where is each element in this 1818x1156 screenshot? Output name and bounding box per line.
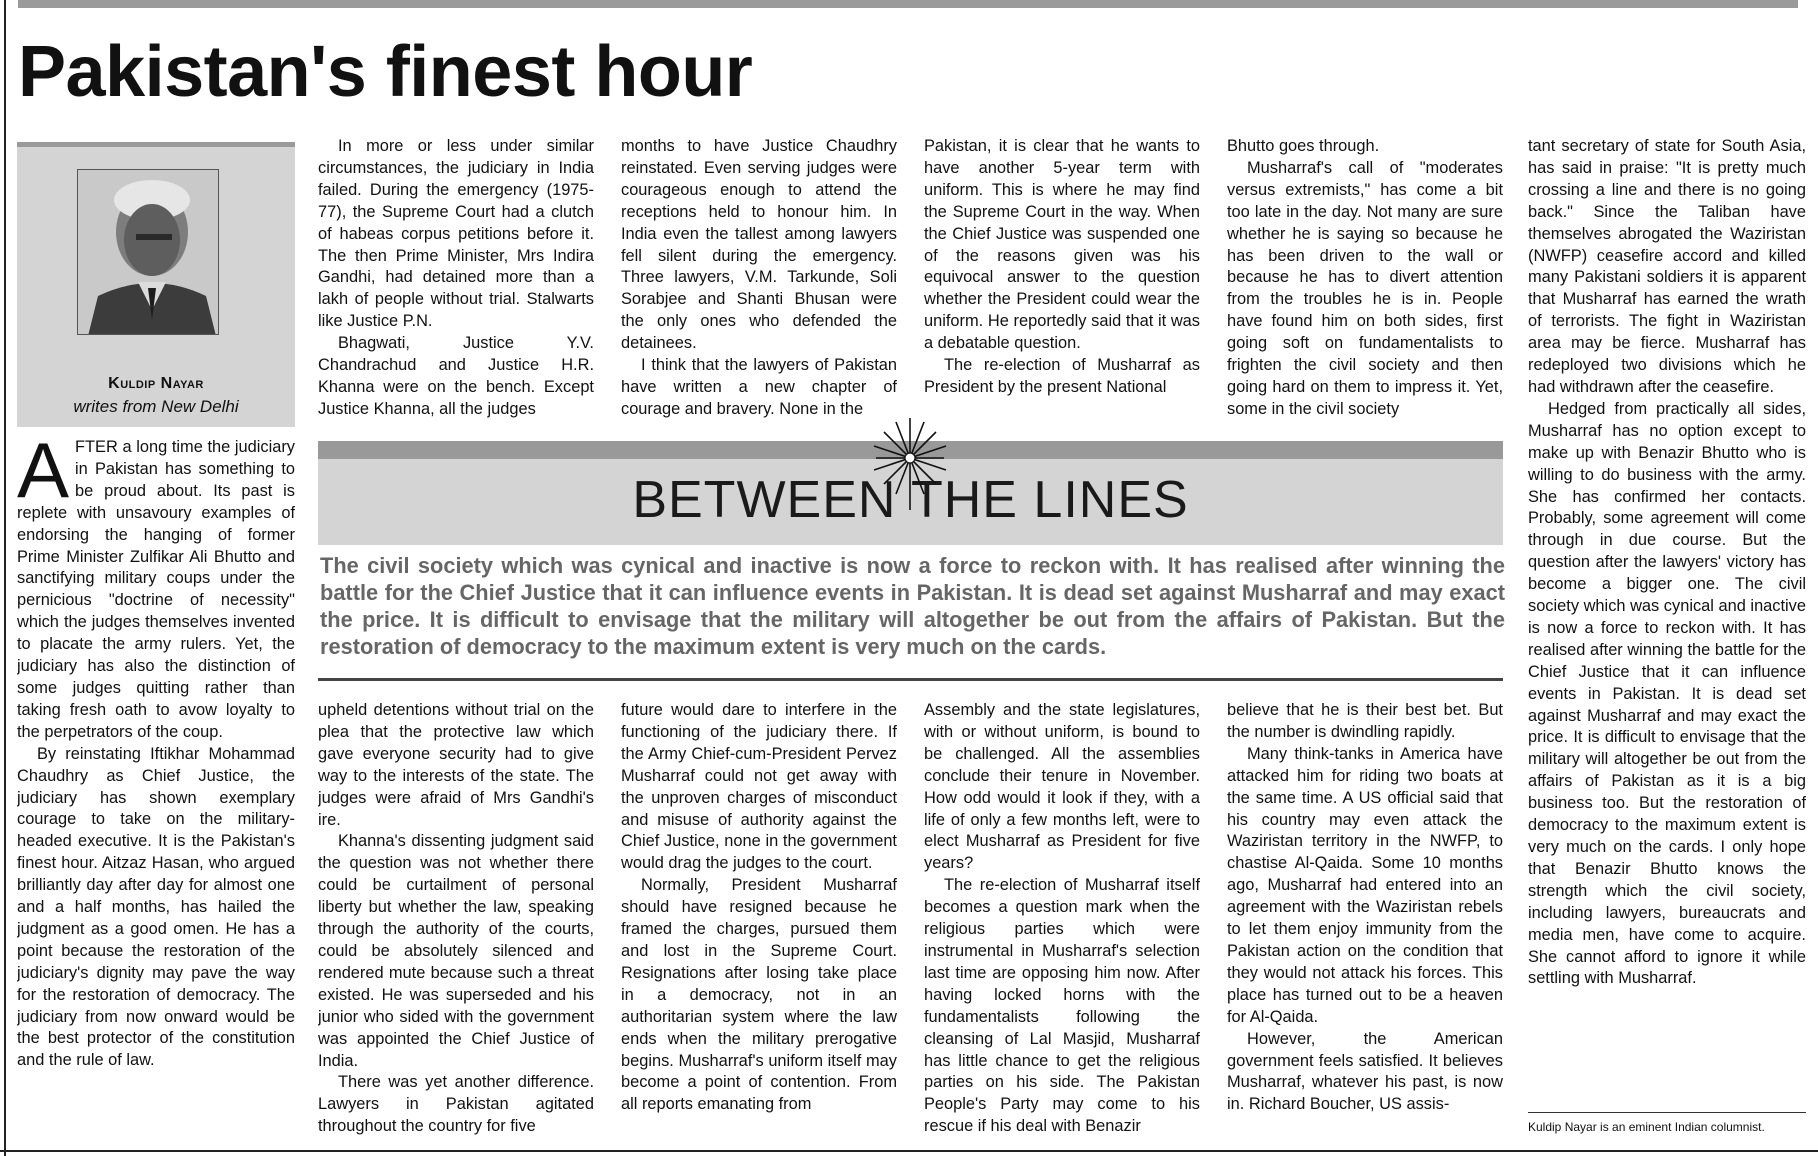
band-title: BETWEEN THE LINES [632,471,1189,529]
col3-top-paragraph-2: I think that the lawyers of Pakistan have written a new chapter of courage and bravery. None in the [621,356,897,418]
column-5-bottom [1227,700,1503,1144]
col2-top-paragraph-2: Bhagwati, Justice Y.V. Chandrachud and Justice H.R. Khanna were on the bench. Except Justice Khanna, all the judges [318,334,594,418]
author-location: writes from New Delhi [73,397,239,416]
col2-top-paragraph-1: In more or less under similar circumstances, the judiciary in India failed. During the emergency (1975-77), the Supreme Court had a clutch of habeas corpus petitions before it. The then Prime Minister, Mrs Indira Gandhi, had detained more than a lakh of people without trial. Stalwarts like Justice P.N. [318,137,594,331]
col3-top-paragraph-1: months to have Justice Chaudhry reinstated. Even serving judges were courageous enough to attend the receptions held to honour him. In India even the tallest among lawyers fell silent during the emergency. Three lawyers, V.M. Tarkunde, Soli Sorabjee and Shanti Bhusan were the only ones who defended the detainees. [621,137,897,353]
col5-bottom-paragraph-1: believe that he is their best bet. But the number is dwindling rapidly. [1227,701,1503,741]
headline: Pakistan's finest hour [18,32,753,112]
col1-paragraph-1 [17,437,295,744]
author-name: Kuldip Nayar [108,375,204,392]
author-portrait-image [78,170,219,335]
col1-p1-text: FTER a long time the judiciary in Pakistan has something to be proud about. Its past is replete with unsavoury examples of endorsing the hanging of former Prime Minister Zulfikar Ali Bhutto and sanctifying military coups under the pernicious "doctrine of necessity" which the judges themselves invented to placate the army rulers. Yet, the judiciary has also the distinction of some judges quitting rather than taking fresh oath to avow loyalty to the perpetrators of the coup. [17,438,295,741]
column-2-bottom [318,700,594,1144]
left-border-rule [4,0,6,1156]
col4-top-paragraph-1: Pakistan, it is clear that he wants to have another 5-year term with uniform. This is where he may find the Supreme Court in the way. When the Chief Justice was suspended one of the reasons given was his equivocal answer to the question whether the President could wear the uniform. He reportedly said that it was a debatable question. [924,137,1200,353]
col3-bottom-paragraph-1: future would dare to interfere in the functioning of the judiciary there. If the Army Chief-cum-President Pervez Musharraf could not get away with the unproven charges of misconduct and misuse of authority against the Chief Justice, none in the government would drag the judges to the court. [621,701,897,873]
column-5-top [1227,136,1503,424]
col2-bottom-paragraph-2: Khanna's dissenting judgment said the question was not whether there could be curtailment of personal liberty but whether the law, speaking through the authority of the courts, could be absolutely silenced and rendered mute because such a threat existed. He was superseded and his junior who sided with the government was appointed the Chief Justice of India. [318,832,594,1070]
column-3-top [621,136,897,424]
author-footnote: Kuldip Nayar is an eminent Indian columnist. [1528,1120,1765,1134]
column-4-top [924,136,1200,424]
author-box [17,142,295,427]
top-border-rule [18,0,1798,8]
col5-top-paragraph-2: Musharraf's call of "moderates versus extremists," has come a bit too late in the day. Not many are sure whether he is saying so because he has been driven to the wall or because he has to divert attention from the troubles he is in. People have found him on both sides, first going soft on fundamentalists to frighten the civil society and then going hard on them to impress it. Yet, some in the civil society [1227,158,1503,418]
column-6 [1528,136,1806,1106]
col4-bottom-paragraph-1: Assembly and the state legislatures, with or without uniform, is bound to be challenged. All the assemblies conclude their tenure in November. How odd would it look if they, with a life of only a few months left, were to elect Musharraf as President for five years? [924,701,1200,873]
col5-top-paragraph-1: Bhutto goes through. [1227,137,1380,155]
footnote-rule [1528,1112,1806,1113]
col5-bottom-paragraph-3: However, the American government feels satisfied. It believes Musharraf, whatever his past, is now in. Richard Boucher, US assis- [1227,1029,1503,1114]
starburst-icon [870,414,950,514]
column-1 [17,437,295,1137]
pull-quote: The civil society which was cynical and inactive is now a force to reckon with. It has realised after winning the battle for the Chief Justice that it can influence events in Pakistan. It is dead set against Musharraf and may exact the price. It is difficult to envisage that the military will altogether be out from the affairs of Pakistan. But the restoration of democracy to the maximum extent is very much on the cards. [320,553,1505,659]
col2-bottom-paragraph-3: There was yet another difference. Lawyers in Pakistan agitated throughout the country for five [318,1073,594,1136]
column-4-bottom [924,700,1200,1144]
col1-paragraph-2: By reinstating Iftikhar Mohammad Chaudhry as Chief Justice, the judiciary has shown exemplary courage to take on the military-headed executive. It is the Pakistan's finest hour. Aitzaz Hasan, who argued brilliantly day after day for almost one and a half months, has hailed the judgment as a good omen. He has a point because the restoration of the judiciary's dignity may pave the way for the restoration of democracy. The judiciary from now onward would be the best protector of the constitution and the rule of law. [17,744,295,1070]
column-2-top [318,136,594,424]
col6-paragraph-1: tant secretary of state for South Asia, has said in praise: "It is pretty much crossing a line and there is no going back." Since the Taliban have themselves abrogated the Waziristan (NWFP) ceasefire accord and killed many Pakistani soldiers it is apparent that Musharraf has earned the wrath of terrorists. The fight in Waziristan area may be fierce. Musharraf has redeployed two divisions which he had withdrawn after the ceasefire. [1528,137,1806,396]
col6-paragraph-2: Hedged from practically all sides, Musharraf has no option except to make up with Benazir Bhutto who is willing to do business with the army. She has confirmed her contacts. Probably, some agreement will come through in due course. But the question after the lawyers' victory has become a bigger one. The civil society which was cynical and inactive is now a force to reckon with. It has realised after winning the battle for the Chief Justice that it can influence events in Pakistan. It is dead set against Musharraf and may exact the price. It is difficult to envisage that the military will altogether be out from the affairs of Pakistan as it is a big business too. But the restoration of democracy to the maximum extent is very much on the cards. I only hope that Benazir Bhutto knows the strength which the civil society, including lawyers, bureaucrats and media men, have come to acquire. She cannot afford to ignore it while settling with Musharraf. [1528,399,1806,988]
bottom-border-rule [0,1150,1818,1152]
col5-bottom-paragraph-2: Many think-tanks in America have attacked him for riding two boats at the same time. A US official said that his country may even attack the Waziristan territory in the NWFP, to chastise Al-Qaida. Some 10 months ago, Musharraf had entered into an agreement with the Waziristan rebels to let them enjoy immunity from the Pakistan action on the condition that they would not attack his forces. This place has turned out to be a heaven for Al-Qaida. [1227,744,1503,1026]
col4-top-paragraph-2: The re-election of Musharraf as President by the present National [924,356,1200,396]
column-3-bottom [621,700,897,1144]
col4-bottom-paragraph-2: The re-election of Musharraf itself becomes a question mark when the religious parties which were instrumental in Musharraf's selection last time are opposing him now. After having locked horns with the fundamentalists following the cleansing of Lal Masjid, Musharraf has little chance to get the religious parties on his side. The Pakistan People's Party may come to his rescue if his deal with Benazir [924,876,1200,1136]
dropcap: A [17,437,70,514]
col3-bottom-paragraph-2: Normally, President Musharraf should have resigned because he framed the charges, pursued them and lost in the Supreme Court. Resignations after losing take place in a democracy, not in an authoritarian system where the law ends when the military prerogative begins. Musharraf's uniform itself may become a point of contention. From all reports emanating from [621,876,897,1114]
band-bottom-rule [318,678,1503,681]
author-photo [77,169,219,335]
col2-bottom-paragraph-1: upheld detentions without trial on the plea that the protective law which gave everyone security had to give way to the interests of the state. The judges were afraid of Mrs Gandhi's ire. [318,701,594,829]
